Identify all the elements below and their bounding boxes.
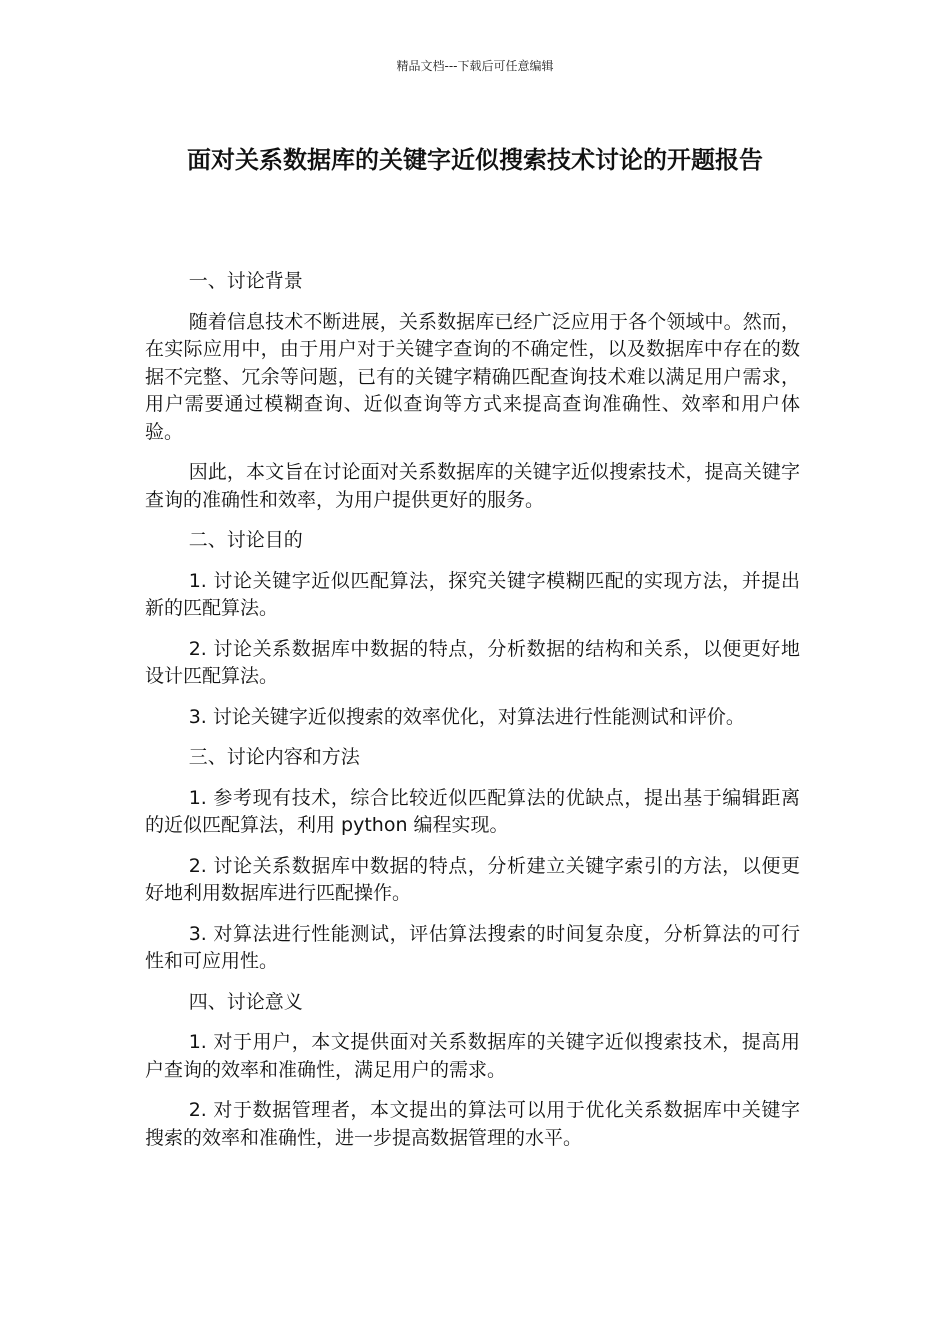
section-heading-purpose: 二、讨论目的 [188, 529, 303, 551]
significance-item-1: 1. 对于用户，本文提供面对关系数据库的关键字近似搜索技术，提高用户查询的效率和准确性，满足用户的需求。 [145, 1031, 800, 1081]
content-methods-item-3: 3. 对算法进行性能测试，评估算法搜索的时间复杂度，分析算法的可行性和可应用性。 [145, 922, 800, 972]
background-paragraph-2: 因此，本文旨在讨论面对关系数据库的关键字近似搜索技术，提高关键字查询的准确性和效率，为用户提供更好的服务。 [145, 461, 800, 511]
background-paragraph-1: 随着信息技术不断进展，关系数据库已经广泛应用于各个领域中。然而，在实际应用中，由于用户对于关键字查询的不确定性，以及数据库中存在的数据不完整、冗余等问题，已有的关键字精确匹配查询技术难以满足用户需求，用户需要通过模糊查询、近似查询等方式来提高查询准确性、效率和用户体验。 [145, 310, 800, 443]
section-heading-background: 一、讨论背景 [188, 270, 303, 292]
content-methods-item-2: 2. 讨论关系数据库中数据的特点，分析建立关键字索引的方法，以便更好地利用数据库进行匹配操作。 [145, 854, 800, 904]
document-title: 面对关系数据库的关键字近似搜索技术讨论的开题报告 [187, 146, 763, 174]
purpose-item-2: 2. 讨论关系数据库中数据的特点，分析数据的结构和关系，以便更好地设计匹配算法。 [145, 637, 800, 687]
section-heading-significance: 四、讨论意义 [188, 990, 303, 1013]
significance-item-2: 2. 对于数据管理者，本文提出的算法可以用于优化关系数据库中关键字搜索的效率和准确性，进一步提高数据管理的水平。 [145, 1099, 800, 1149]
header-note: 精品文档---下载后可任意编辑 [396, 59, 554, 73]
document-body [145, 268, 800, 1165]
purpose-item-1: 1. 讨论关键字近似匹配算法，探究关键字模糊匹配的实现方法，并提出新的匹配算法。 [145, 569, 800, 619]
section-heading-content-methods: 三、讨论内容和方法 [188, 746, 360, 768]
content-methods-item-1: 1. 参考现有技术，综合比较近似匹配算法的优缺点，提出基于编辑距离的近似匹配算法，利用 python 编程实现。 [145, 786, 800, 836]
purpose-item-3: 3. 讨论关键字近似搜索的效率优化，对算法进行性能测试和评价。 [188, 705, 745, 728]
